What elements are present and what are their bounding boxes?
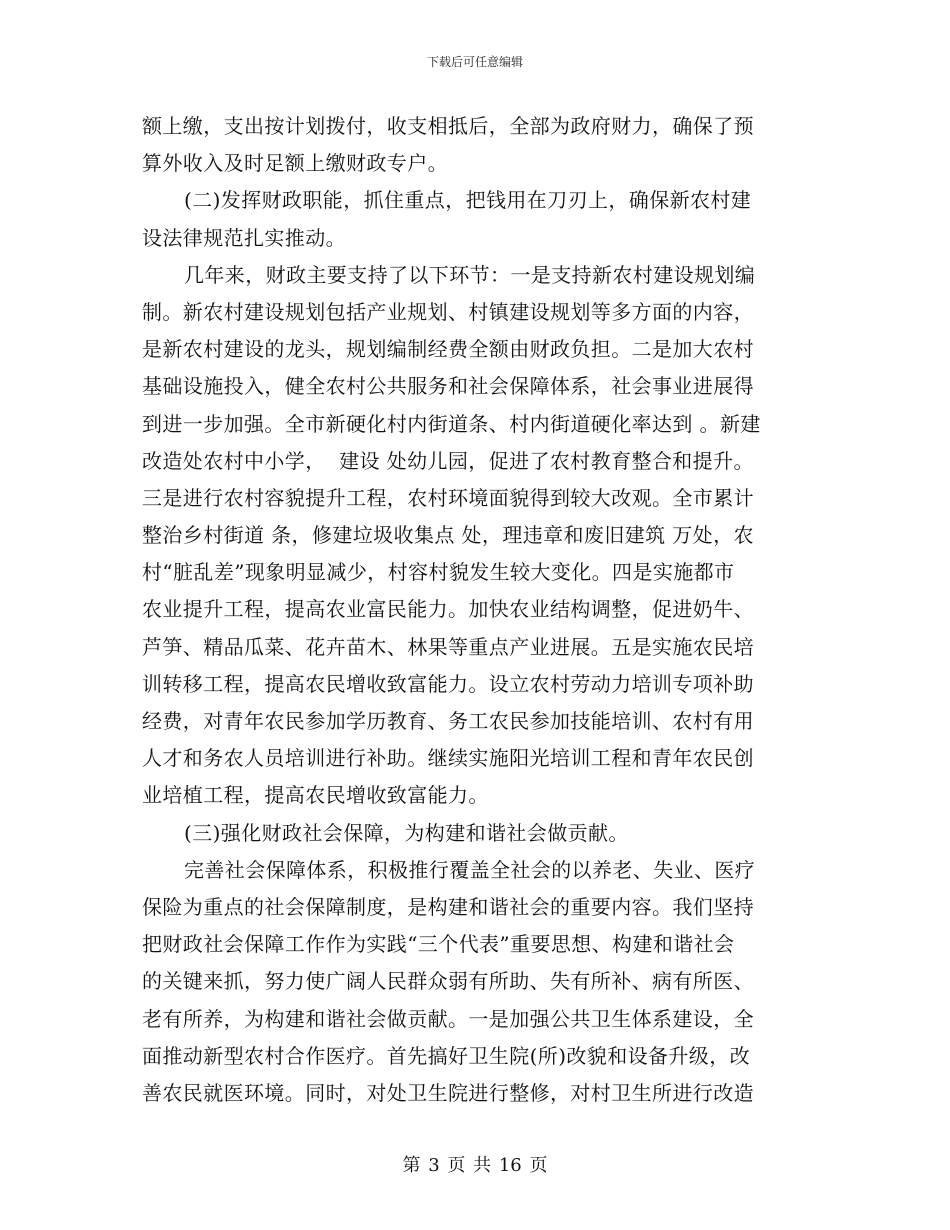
text-line: 的关键来抓，努力使广阔人民群众弱有所助、失有所补、病有所医、 <box>142 969 754 994</box>
text-line: 制。新农村建设规划包括产业规划、村镇建设规划等多方面的内容， <box>142 299 754 324</box>
text-line: 经费，对青年农民参加学历教育、务工农民参加技能培训、农村有用 <box>142 709 754 733</box>
page-number: 第 3 页 共 16 页 <box>402 1155 548 1176</box>
text-line: 改造处农村中小学， 建设 处幼儿园，促进了农村教育整合和提升。 <box>142 448 754 473</box>
text-line: 设法律规范扎实推动。 <box>142 225 346 250</box>
text-line: 把财政社会保障工作作为实践“三个代表”重要思想、构建和谐社会 <box>142 932 735 957</box>
text-line: 村“脏乱差”现象明显减少，村容村貌发生较大变化。四是实施都市 <box>142 560 735 585</box>
text-line: 老有所养，为构建和谐社会做贡献。一是加强公共卫生体系建设，全 <box>142 1006 754 1031</box>
text-line: 到进一步加强。全市新硬化村内街道条、村内街道硬化率达到 。新建 <box>142 411 761 436</box>
text-line: 训转移工程，提高农民增收致富能力。设立农村劳动力培训专项补助 <box>142 671 754 696</box>
text-line: 农业提升工程，提高农业富民能力。加快农业结构调整，促进奶牛、 <box>142 597 754 622</box>
text-line: 基础设施投入，健全农村公共服务和社会保障体系，社会事业进展得 <box>142 374 754 399</box>
section-heading: (二)发挥财政职能，抓住重点，把钱用在刀刃上，确保新农村建 <box>184 188 752 213</box>
text-line: 算外收入及时足额上缴财政专户。 <box>142 151 448 176</box>
text-line: 三是进行农村容貌提升工程，农村环境面貌得到较大改观。全市累计 <box>142 485 754 510</box>
text-line: 整治乡村街道 条，修建垃圾收集点 处，理违章和废旧建筑 万处，农 <box>142 523 754 548</box>
page-header: 下载后可任意编辑 <box>426 55 523 69</box>
text-line: 善农民就医环境。同时，对处卫生院进行整修，对村卫生所进行改造 <box>142 1080 754 1105</box>
section-heading: (三)强化财政社会保障，为构建和谐社会做贡献。 <box>184 820 629 845</box>
paragraph-start: 几年来，财政主要支持了以下环节：一是支持新农村建设规划编 <box>184 262 756 287</box>
text-line: 额上缴，支出按计划拨付，收支相抵后，全部为政府财力，确保了预 <box>142 114 754 138</box>
document-body <box>142 108 822 1112</box>
text-line: 人才和务农人员培训进行补助。继续实施阳光培训工程和青年农民创 <box>142 746 754 771</box>
text-line: 业培植工程，提高农民增收致富能力。 <box>142 783 489 808</box>
paragraph-start: 完善社会保障体系，积极推行覆盖全社会的以养老、失业、医疗 <box>184 857 756 882</box>
text-line: 芦笋、精品瓜菜、花卉苗木、林果等重点产业进展。五是实施农民培 <box>142 634 754 659</box>
text-line: 是新农村建设的龙头，规划编制经费全额由财政负担。二是加大农村 <box>142 337 754 362</box>
text-line: 保险为重点的社会保障制度，是构建和谐社会的重要内容。我们坚持 <box>142 894 754 919</box>
text-line: 面推动新型农村合作医疗。首先搞好卫生院(所)改貌和设备升级，改 <box>142 1043 751 1068</box>
